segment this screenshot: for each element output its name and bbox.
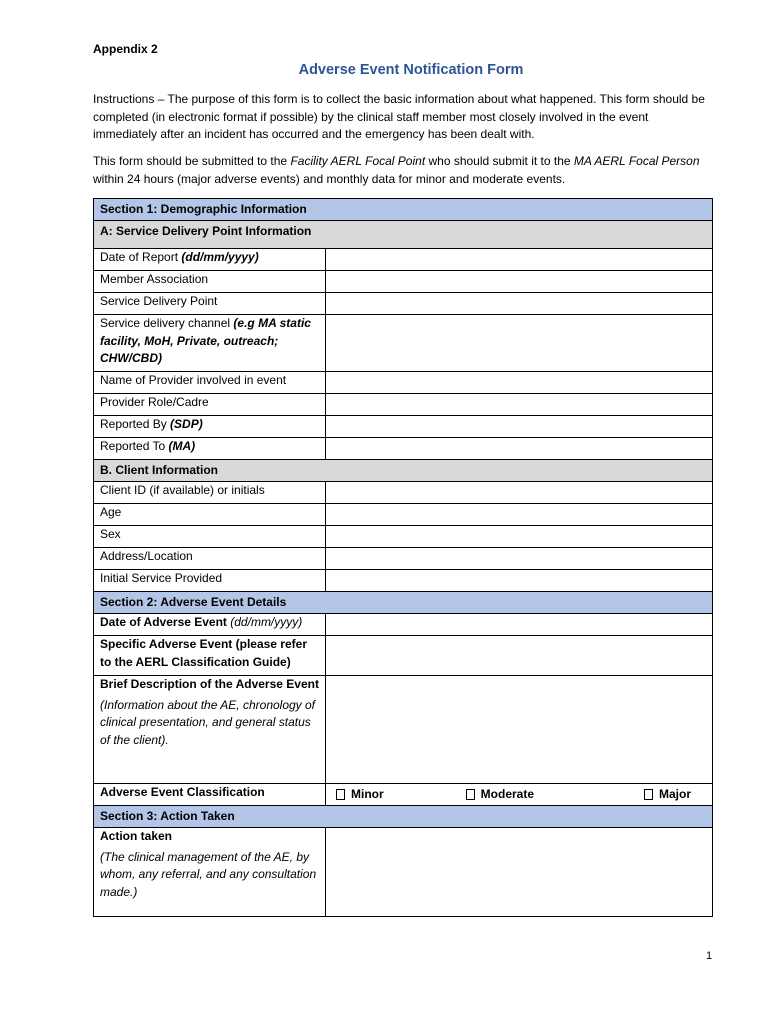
reported-to-note: (MA) <box>168 439 196 453</box>
form-row <box>94 394 713 416</box>
section-2-title: Section 2: Adverse Event Details <box>94 592 713 614</box>
service-channel-examples: (e.g MA static facility, MoH, Private, outreach; CHW/CBD) <box>100 316 311 365</box>
member-association-label: Member Association <box>94 271 326 293</box>
subsection-b-header <box>94 460 713 482</box>
moderate-option[interactable] <box>466 786 534 804</box>
form-row <box>94 526 713 548</box>
date-of-report-text: Date of Report <box>100 250 182 264</box>
date-of-event-format: (dd/mm/yyyy) <box>230 615 303 629</box>
section-1-title: Section 1: Demographic Information <box>94 199 713 221</box>
subsection-a-header <box>94 221 713 249</box>
form-row <box>94 315 713 372</box>
appendix-label: Appendix 2 <box>93 42 158 56</box>
minor-option-label: Minor <box>351 787 384 801</box>
reported-by-label <box>94 416 326 438</box>
reported-to-label <box>94 438 326 460</box>
sex-field[interactable] <box>326 526 713 548</box>
checkbox-icon[interactable] <box>644 789 653 800</box>
notification-form-table <box>93 198 713 917</box>
moderate-option-label: Moderate <box>480 787 535 801</box>
service-channel-field[interactable] <box>326 315 713 372</box>
sex-label: Sex <box>94 526 326 548</box>
form-row <box>94 293 713 315</box>
ma-focal-person: MA AERL Focal Person <box>573 154 700 168</box>
form-row <box>94 416 713 438</box>
date-of-event-field[interactable] <box>326 614 713 636</box>
reported-by-note: (SDP) <box>170 417 203 431</box>
reported-by-field[interactable] <box>326 416 713 438</box>
form-row <box>94 271 713 293</box>
service-channel-text: Service delivery channel <box>100 316 234 330</box>
form-row <box>94 372 713 394</box>
instructions-paragraph: Instructions – The purpose of this form is to collect the basic information about what happened. This form should be completed (in electronic format if possible) by the clinical staff member most closely involved in the event immediately after an incident has occurred and the emergency has been dealt with. <box>93 92 705 141</box>
section-3-title: Section 3: Action Taken <box>94 806 713 828</box>
subsection-b-title: B. Client Information <box>94 460 713 482</box>
submission-paragraph <box>93 153 713 188</box>
brief-description-field[interactable] <box>326 676 713 784</box>
reported-to-field[interactable] <box>326 438 713 460</box>
reported-to-text: Reported To <box>100 439 169 453</box>
major-option[interactable] <box>644 786 691 804</box>
brief-description-text: Brief Description of the Adverse Event <box>100 677 319 691</box>
checkbox-icon[interactable] <box>336 789 345 800</box>
date-of-event-label <box>94 614 326 636</box>
subsection-a-title: A: Service Delivery Point Information <box>94 221 713 249</box>
submission-text-3: within 24 hours (major adverse events) and monthly data for minor and moderate events. <box>93 171 566 186</box>
form-row <box>94 636 713 676</box>
form-row <box>94 249 713 271</box>
page-number: 1 <box>706 950 713 962</box>
form-row <box>94 570 713 592</box>
age-field[interactable] <box>326 504 713 526</box>
provider-role-label: Provider Role/Cadre <box>94 394 326 416</box>
classification-options <box>326 784 713 806</box>
service-channel-label <box>94 315 326 372</box>
form-row <box>94 482 713 504</box>
date-of-report-format: (dd/mm/yyyy) <box>181 250 259 264</box>
major-option-label: Major <box>659 787 692 801</box>
address-label: Address/Location <box>94 548 326 570</box>
brief-description-label <box>94 676 326 784</box>
section-3-header <box>94 806 713 828</box>
reported-by-text: Reported By <box>100 417 171 431</box>
initial-service-label: Initial Service Provided <box>94 570 326 592</box>
form-row <box>94 438 713 460</box>
member-association-field[interactable] <box>326 271 713 293</box>
form-title: Adverse Event Notification Form <box>298 62 524 78</box>
form-row <box>94 676 713 784</box>
address-field[interactable] <box>326 548 713 570</box>
initial-service-field[interactable] <box>326 570 713 592</box>
classification-label: Adverse Event Classification <box>94 784 326 806</box>
client-id-field[interactable] <box>326 482 713 504</box>
form-row <box>94 548 713 570</box>
specific-event-field[interactable] <box>326 636 713 676</box>
service-delivery-point-label: Service Delivery Point <box>94 293 326 315</box>
date-of-event-text: Date of Adverse Event <box>100 615 231 629</box>
service-delivery-point-field[interactable] <box>326 293 713 315</box>
date-of-report-field[interactable] <box>326 249 713 271</box>
facility-focal-point: Facility AERL Focal Point <box>290 154 426 168</box>
action-taken-field[interactable] <box>326 828 713 917</box>
provider-name-label: Name of Provider involved in event <box>94 372 326 394</box>
provider-name-field[interactable] <box>326 372 713 394</box>
action-taken-text: Action taken <box>100 829 173 843</box>
submission-text-2: who should submit it to the <box>425 154 574 168</box>
date-of-report-label <box>94 249 326 271</box>
specific-event-label: Specific Adverse Event (please refer to the AERL Classification Guide) <box>94 636 326 676</box>
form-row <box>94 784 713 806</box>
minor-option[interactable] <box>336 786 384 804</box>
section-2-header <box>94 592 713 614</box>
action-taken-note: (The clinical management of the AE, by whom, any referral, and any consultation made.) <box>100 849 317 899</box>
provider-role-field[interactable] <box>326 394 713 416</box>
section-1-header <box>94 199 713 221</box>
submission-text-1: This form should be submitted to the <box>93 154 291 168</box>
form-row <box>94 614 713 636</box>
form-row <box>94 828 713 917</box>
brief-description-note: (Information about the AE, chronology of clinical presentation, and general status of the client). <box>100 697 316 747</box>
age-label: Age <box>94 504 326 526</box>
checkbox-icon[interactable] <box>466 789 475 800</box>
action-taken-label <box>94 828 326 917</box>
client-id-label: Client ID (if available) or initials <box>94 482 326 504</box>
form-row <box>94 504 713 526</box>
